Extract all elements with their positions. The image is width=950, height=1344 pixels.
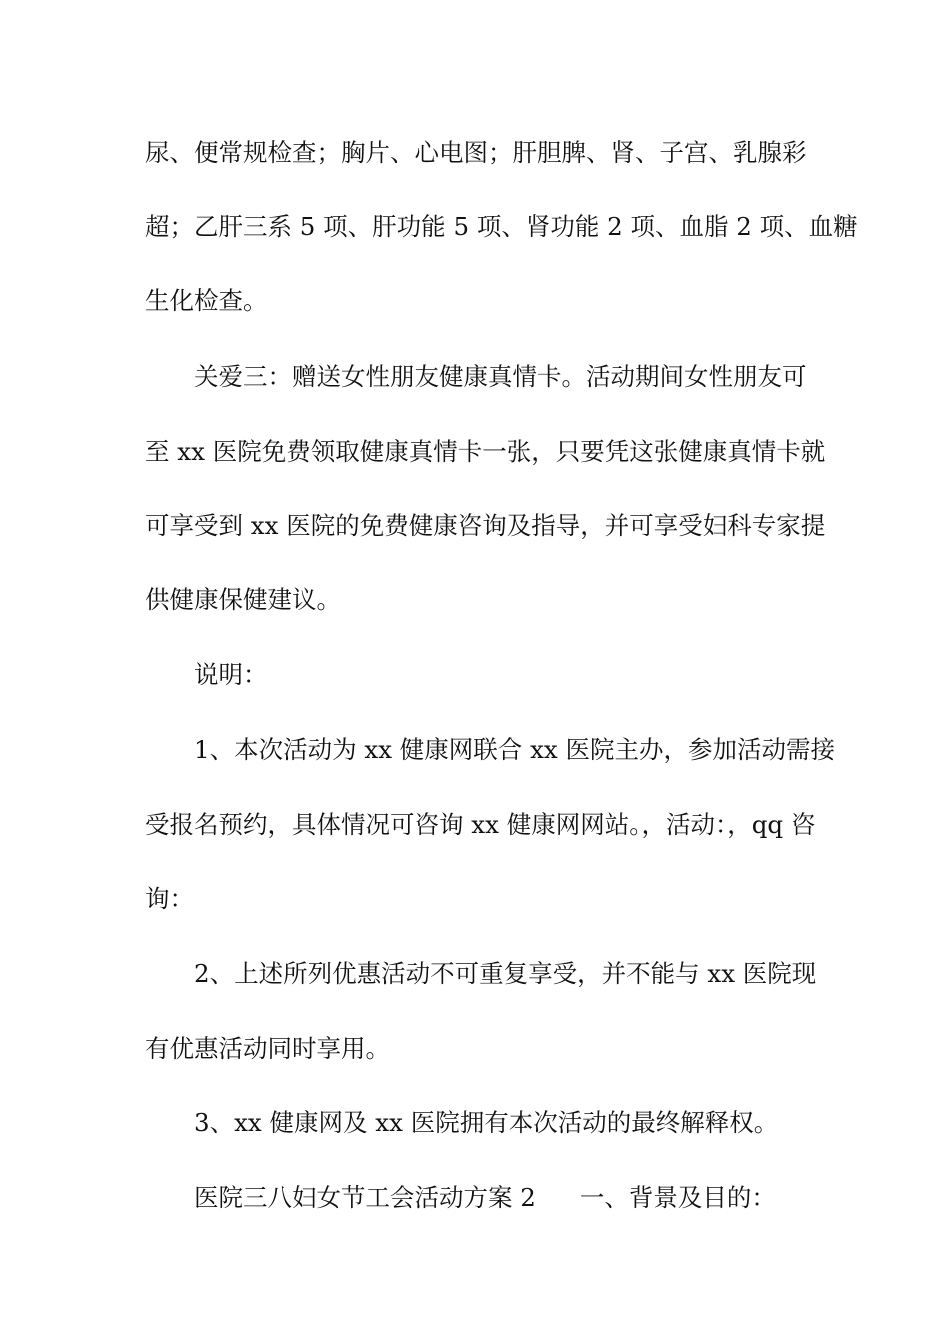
paragraph-line: 可享受到 xx 医院的免费健康咨询及指导，并可享受妇科专家提: [145, 511, 826, 540]
paragraph-line: 超；乙肝三系 5 项、肝功能 5 项、肾功能 2 项、血脂 2 项、血糖: [145, 212, 858, 241]
paragraph-line: 受报名预约，具体情况可咨询 xx 健康网网站。，活动：，qq 咨: [145, 810, 816, 839]
paragraph-line: 3、xx 健康网及 xx 医院拥有本次活动的最终解释权。: [194, 1108, 779, 1137]
paragraph-line: 2、上述所列优惠活动不可重复享受，并不能与 xx 医院现: [194, 959, 817, 988]
title-line: [194, 1182, 776, 1214]
paragraph-line: 1、本次活动为 xx 健康网联合 xx 医院主办，参加活动需接: [194, 735, 836, 764]
paragraph-line: 有优惠活动同时享用。: [145, 1034, 390, 1063]
section-heading: 一、背景及目的：: [579, 1183, 776, 1212]
paragraph-line: 至 xx 医院免费领取健康真情卡一张，只要凭这张健康真情卡就: [145, 437, 826, 466]
document-title: 医院三八妇女节工会活动方案 2: [194, 1183, 536, 1212]
paragraph-line: 询：: [145, 884, 194, 913]
paragraph-line: 关爱三：赠送女性朋友健康真情卡。活动期间女性朋友可: [194, 362, 807, 391]
section-label: 说明：: [194, 660, 268, 689]
paragraph-line: 生化检查。: [145, 286, 268, 315]
paragraph-line: 供健康保健建议。: [145, 585, 341, 614]
paragraph-line: 尿、便常规检查；胸片、心电图；肝胆脾、肾、子宫、乳腺彩: [145, 138, 807, 167]
